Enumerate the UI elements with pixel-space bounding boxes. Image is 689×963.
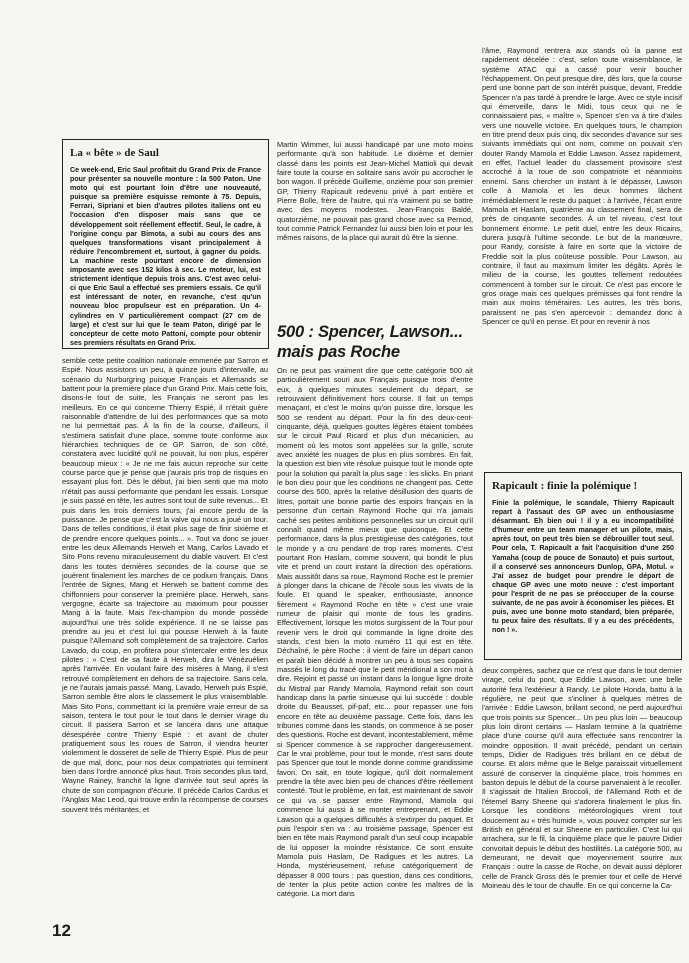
article-text-col3-top: l'âme, Raymond rentrera aux stands où la panne est rapidement décelée : c'est, selon toute vraisemblance, le système ATAC qui a cassé pour venir boucher l'échappement. On peut presque dire, dès lors, que la course perd une bonne part de son intérêt puisque, devant, Freddie Spencer n'a pas tardé à prendre le large. Avec ce style incisif qui émerveille, dans le Midi, tous ceux qui ne le connaissaient pas, « maître », Spencer s'en va à tire d'ailes vers une nouvelle victoire. En quelques tours, le champion en titre prend deux puis cinq, dix secondes d'avance sur ses suivants immédiats qui ont nom, comme on pouvait s'en douter Randy Mamola et Eddie Lawson. Assez rapidement, en effet, l'actuel leader du classement provisoire s'est accroché à la roue de son compatriote et néanmoins ennemi. Sans chercher un instant à le dépasser, Lawson colle à Mamola et les deux hommes lâchent irrémédiablement le reste du paquet : à l'arrivée, l'écart entre Mamola et Haslam, quatrième au classement final, sera de près de cinquante secondes. À un tel niveau, c'est tout bonnement énorme. Le petit duel, entre les deux Ricains, durera jusqu'à l'ultime seconde. Le but de la manœuvre, pour Randy, consiste à faire en sorte que la victoire de Freddie soit la plus coûteuse possible. Pour Lawson, au contraire, il faut au maximum limiter les dégâts. Après le milieu de la course, les gouttes tellement redoutées commencent à tomber sur le circuit. Ce n'est pas encore le gros orage mais ces quelques prémisses qui font rendre la main aux moins téméraires. Les autres, les très bons, paraissent ne pas s'en apercevoir : demandez donc à Spencer ce qu'il en pense. Et pour en revenir à nos — [482, 46, 682, 326]
sidebar-title-rapicault: Rapicault : finie la polémique ! — [492, 480, 638, 492]
sidebar-box-rapicault — [484, 472, 682, 660]
article-headline-500: 500 : Spencer, Lawson... mais pas Roche — [277, 323, 463, 361]
column-1 — [62, 356, 268, 814]
page-number: 12 — [52, 921, 71, 940]
article-text-col2-bottom: On ne peut pas vraiment dire que cette catégorie 500 ait particulièrement souri aux Français puisque trois d'entre eux, à quelques minutes seulement du départ, se retrouvaient définitivement hors course. Il fait un temps menaçant, et c'est le moins qu'on puisse dire, lorsque les 500 se rendent au départ. Pour la fin des deux-cent-cinquante, déjà, quelques gouttes légères étaient tombées sur le circuit Paul Ricard et plus d'un mécanicien, au moment où les motos sont appelées sur la grille, scrute avec anxiété les nuages de plus en plus sombres. En fait, la question est bien vite résolue puisque tout le monde opte pour la solution qui paraît la plus sage : les slicks. En priant le bon dieu pour que les conditions ne changent pas. Cette course des 500, après la relative désillusion des quarts de litres, portait une bonne partie des espoirs français en la personne d'un certain Raymond Roche qui n'a jamais caché ses petites ambitions personnelles sur un circuit qu'il connaît quand même mieux que quiconque. Et cette performance, dans la plus prestigieuse des catégories, tout le monde y a cru pendant de trop rares moments. C'est pourtant Ron Haslam, comme souvent, qui bondit le plus vite et prend un court instant la direction des opérations. Mais aussitôt dans sa roue, Raymond Roche est le premier à plonger dans la chicane de l'école sous les vivats de la foule. Et quand le speaker, enthousiaste, annonce fièrement « Raymond Roche en tête » c'est une vraie rumeur de plaisir qui monte de tous les gradins. Effectivement, lorsque les motos surgissent de la Tour pour revenir vers le droit qui commande la ligne droite des stands, c'est bien la moto numéro 11 qui est en tête. Déchaîné, le père Roche : il vient de faire un départ canon et paraît bien décidé à montrer un peu à tous ses copains massés le long du tracé que le petit méridional a son mot à dire. Rejoint et passé un instant dans la longue ligne droite du Mistral par Randy Mamola, Raymond refait son court handicap dans la partie sinueuse qui lui succède : double droite du Beausset, pif-paf, etc... pour repasser une fois encore en tête au deuxième passage. Cette fois, dans les tribunes comme dans les stands, on commence à se poser des questions. Roche est devant, incontestablement, même si Spencer commence à se rapprocher dangereusement. Car le vrai problème, pour tout le monde, n'est sans doute pas Spencer que tout le monde donne comme grandissime favori. On sait, en toute logique, qu'il doit normalement prendre la tête avec bien peu de chances d'être réellement contesté. Tout le problème, en fait, est maintenant de savoir ce qui va se passer entre Raymond, Mamola qui commence lui aussi à se monter entreprenant, et Eddie Lawson qui a quelques difficultés à s'extirper du paquet. Et puis l'espoir s'en va : au troisième passage, Spencer est bien en tête mais Raymond paraît d'un seul coup incapable de lui opposer la moindre résistance. Ce sont ensuite Mamola puis Haslam, De Radigues et les autres. La Honda, mystérieusement, refuse catégoriquement de dépasser 8 000 tours : pas question, dans ces conditions, de tenter la plus petite action contre les maîtres de la catégorie. La mort dans — [277, 366, 473, 899]
column-3-bottom — [482, 666, 682, 890]
article-text-col1: semble cette petite coalition nationale emmenée par Sarron et Espié. Nous assistons un peu, à quinze jours d'intervalle, au scénario du Nurburgring puisque Français et Allemands se battent pour la première place d'un Grand Prix. Mais cette fois, disons-le tout de suite, les Français ne seront pas les meilleurs. En ce qui concerne Thierry Espié, il n'était guère raisonnable d'attendre de lui des performances que sa moto ne lui permettait pas. À la fin de la course, d'ailleurs, il s'estimera satisfait d'une place, somme toute conforme aux hiérarchies techniques de ce GP. Sarron, de son côté, constatera avec lucidité qu'il ne pouvait, lui non plus, espérer beaucoup mieux : « Je ne me fais aucun reproche sur cette course parce que je pense que j'aurais pris trop de risques en essayant plus fort. Dès le début, j'ai bien senti que ma moto n'était pas aussi performante que pendant les essais. Lorsque je suis passé en tête, les autres sont tout de suite revenus... Et puis dans les trois derniers tours, j'ai encore perdu de la puissance. Je pense que c'est la valve qui nous a joué un tour. Dans de telles conditions, il était plus sage de finir sixième et de prendre encore quelques points... ». Tout va donc se jouer entre les deux Allemands Herweh et Mang, Carlos Lavado et Sito Pons revenu miraculeusement du diable vauvert. Et c'est dans les toutes dernières secondes de la course que se jouèrent finalement les marches de ce podium français. Dans l'entrée de Signes, Mang et Herweh se battent comme des chiffonniers pour conserver la première place. Herweh, sans vergogne, écarte sa trajectoire au maximum pour pousser Mang à la faute. Mais l'ex-champion du monde possède aujourd'hui une très solide expérience. Il ne se laisse pas prendre au jeu et c'est lui qui pousse Herweh à la faute puisque l'Allemand soft complètement de sa trajectoire. Carlos Lavado, du coup, en profitera pour s'intercaler entre les deux pilotes : « C'est de sa faute à Herweh, dira le Vénézuélien après l'arrivée. En voulant faire des misères à Mang, il s'est retrouvé complètement en dehors de sa trajectoire. Sans cela, je ne l'aurais jamais passé. Mang, Lavado, Herweh puis Espié, Sarron semble être alors le classement le plus vraisemblable. Mais Sito Pons, commettant ici la première vraie erreur de sa saison, tentera le tout pour le tout dans le dernier virage du circuit. Il passera Sarron et se lancera dans une attaque désespérée contre Thierry Espié : et avant de chuter pratiquement sous les roues de Sarron, il viendra heurter violemment le dosseret de selle de Thierry Espié. Plus de peur de que mal, donc, pour nos deux compatriotes qui terminent bien dans l'ordre annoncé plus haut. Trois secondes plus tard, Wayne Rainey, franchit la ligne d'arrivée tout seul après la chute de son compagnon d'écurie. Il précède Carlos Cardus et l'Anglais Mac Leod, qui trouve enfin la récompense de courses souvent très méritantes, et — [62, 356, 268, 814]
column-2-top — [277, 140, 473, 243]
article-text-col3-bottom: deux compères, sachez que ce n'est que dans le tout dernier virage, celui du pont, que Eddie Lawson, avec une belle autorité fera l'extérieur à Randy. Le pilote Honda, battu à la régulière, ne peut que s'incliner à quelques mètres de l'arrivée : Eddie Lawson, brillant second, ne perd aujourd'hui que trois points sur Spencer... Un peu plus loin — beaucoup plus loin diront certains — Haslam termine à la quatrième place d'une course qu'il aura effectuée sans rencontrer la moindre opposition. Il avait précédé, pendant un certain temps, Didier de Radigues très brillant en ce début de course. Et alors même que le Belge paraissait virtuellement assuré de conserver la cinquième place, trois hommes en baston depuis le début de la course parvenaient à le recoller. Il s'agissait de l'Italien Broccoli, de l'Allemand Roth et de l'éternel Barry Sheene qui s'adorera finalement le plus fin. Lorsque les conditions météorologiques virent tout doucement au « très humide », vous pouvez compter sur les British en général et sur Sheene en particulier. C'est lui qui arrachera, sur le fil, la cinquième place que le pauvre Didier convoitait depuis le début des hostilités. La catégorie 500, au demeurant, ne devait que moyennement sourire aux Français : outre la casse de Roche, on devait aussi déplorer celle de Franck Gross dès le premier tour et celle de Hervé Moineau dès le tour de chauffe. En ce qui concerne la Ca- — [482, 666, 682, 890]
sidebar-text-rapicault: Finie la polémique, le scandale, Thierry Rapicault repart à l'assaut des GP avec un enthousiasme désarmant. Eh bien oui ! il y a eu incompatibilité d'humeur entre un team manager et un pilote, mais, après tout, on peut très bien se débrouiller tout seul. Pour cela, T. Rapicault a fait l'acquisition d'une 250 Yamaha (coup de pouce de Sonauto) et puis surtout, il a conservé ses annonceurs Dunlop, GPA, Motul. « J'ai assez de budget pour prendre le départ de chaque GP avec une moto neuve : c'est important pour l'esprit de ne pas se préoccuper de la course suivante, de ne pas avoir à économiser les pièces. Et puis, avec une bonne moto standard, bien préparée, tu peux faire des résultats. Il y a eu des précédents, non ! ». — [492, 499, 674, 635]
column-2-bottom — [277, 366, 473, 899]
article-text-col2-top: Martin Wimmer, lui aussi handicapé par une moto moins performante qu'à son habitude. Le dixième et dernier classé dans les points est Jean-Michel Mattioli qui devait faire toute la course en solitaire sans avoir pu accrocher le bon wagon. Il précède Guilleme, onzième pour son premier GP, Thierry Rapicault redevenu privé à part entière et Pierre Bolle, frère de l'autre, qui n'a vraiment pu se battre avec des moyens modestes. Jean-François Baldé, quatorzième, ne pouvait pas grand chose avec sa Pernod, tout comme Patrick Fernandez lui aussi bien loin et pour les mêmes raisons, de la place qui aurait dû être la sienne. — [277, 140, 473, 243]
sidebar-title-saul: La « bête » de Saul — [70, 147, 159, 159]
column-3-top — [482, 46, 682, 326]
sidebar-box-saul — [62, 139, 269, 349]
sidebar-text-saul: Ce week-end, Eric Saul profitait du Grand Prix de France pour présenter sa nouvelle monture : la 500 Paton. Une moto qui est pourtant loin d'être une nouveauté, puisque sa première esquisse remonte à 75. Depuis, Ferrari, Sipriani et bien d'autres pilotes italiens ont eu l'occasion d'en disposer mais sans que ce développement soit réellement effectif. Seul, le cadre, à l'origine conçu par Bimota, a subi au cours des ans quelques transformations visant principalement à réduire l'encombrement et, surtout, à gagner du poids. La machine reste pourtant encore de dimension imposante avec ses 152 kilos à sec. Le moteur, lui, est strictement identique depuis trois ans. C'est avec celui-ci que Eric Saul a effectué ses premiers essais. Ce qu'il est intéressant de noter, en revanche, c'est qu'un nouveau bloc propulseur est en préparation. Un 4-cylindres en V particulièrement compact (27 cm de large) et c'est sur lui que le team Paton, dirigé par le concepteur de cette moto Pattoni, compte pour obtenir ses premiers résultats en Grand Prix. — [70, 166, 261, 347]
